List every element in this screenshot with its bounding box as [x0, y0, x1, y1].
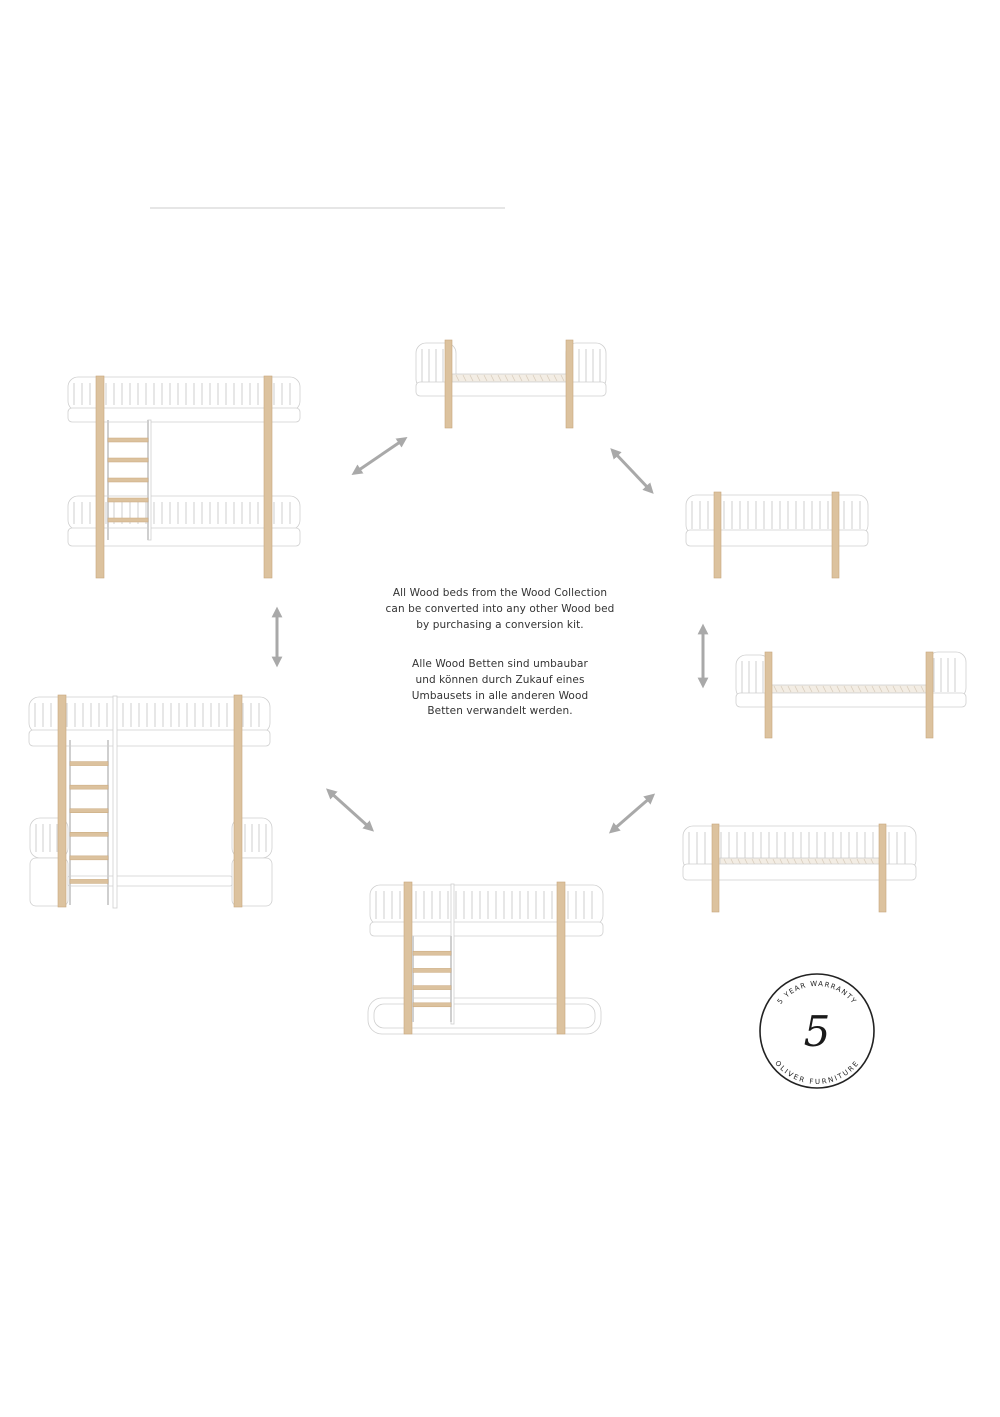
ladder-rung [108, 498, 148, 502]
wood-post [926, 652, 933, 738]
arrow-icon [330, 792, 370, 828]
wood-post [712, 824, 719, 912]
ladder-rung [70, 879, 108, 883]
bunk-bed-image [68, 376, 300, 578]
wood-post [445, 340, 452, 428]
wood-post [264, 376, 272, 578]
caption-line: by purchasing a conversion kit. [416, 618, 584, 631]
wood-post [58, 695, 66, 907]
ladder-rung [108, 438, 148, 442]
arrow-icon [613, 797, 651, 830]
high-loft-bed-image [29, 695, 272, 908]
single-bed-right-image [736, 652, 966, 738]
bed-frame [686, 530, 868, 546]
slatted-base [770, 685, 930, 693]
wood-post [714, 492, 721, 578]
caption-line: Alle Wood Betten sind umbaubar [412, 658, 588, 670]
wood-post [566, 340, 573, 428]
badge-number: 5 [803, 1007, 831, 1056]
conversion-arrows [277, 440, 703, 830]
ladder-rung [108, 518, 148, 522]
wood-post [404, 882, 412, 1034]
wood-post [879, 824, 886, 912]
ladder-rung [70, 856, 108, 860]
side-panel [113, 696, 117, 908]
ladder-rung [70, 762, 108, 766]
wood-post [765, 652, 772, 738]
caption-line: und können durch Zukauf eines [415, 673, 585, 686]
wood-post [234, 695, 242, 907]
railing-frame [686, 495, 868, 535]
ladder-rung [70, 785, 108, 789]
low-loft-bed-image [368, 882, 603, 1034]
single-bed-low-image [416, 340, 606, 428]
ladder-rung [413, 1003, 451, 1007]
day-bed-image [683, 824, 916, 912]
warranty-badge [760, 974, 874, 1088]
junior-bed-image [686, 492, 868, 578]
ladder-rung [108, 458, 148, 462]
wood-post [557, 882, 565, 1034]
ladder-rung [413, 986, 451, 990]
arrow-icon [614, 452, 650, 490]
caption-english [340, 586, 660, 633]
caption-line: Betten verwandelt werden. [427, 705, 573, 718]
caption-line: Umbausets in alle anderen Wood [411, 689, 589, 702]
ladder-rung [108, 478, 148, 482]
ladder-rung [413, 968, 451, 972]
ladder-rung [413, 951, 451, 955]
caption-line: All Wood beds from the Wood Collection [392, 587, 608, 599]
badge-top-text: 5 YEAR WARRANTY [775, 979, 859, 1006]
wood-post [832, 492, 839, 578]
badge-bottom-text: OLIVER FURNITURE [773, 1059, 861, 1087]
bed-frame [416, 382, 606, 396]
ladder-rung [70, 832, 108, 836]
caption-line: can be converted into any other Wood bed [385, 602, 615, 615]
arrow-icon [356, 440, 403, 472]
wood-post [96, 376, 104, 578]
ladder-rung [70, 809, 108, 813]
caption-german [340, 657, 660, 720]
